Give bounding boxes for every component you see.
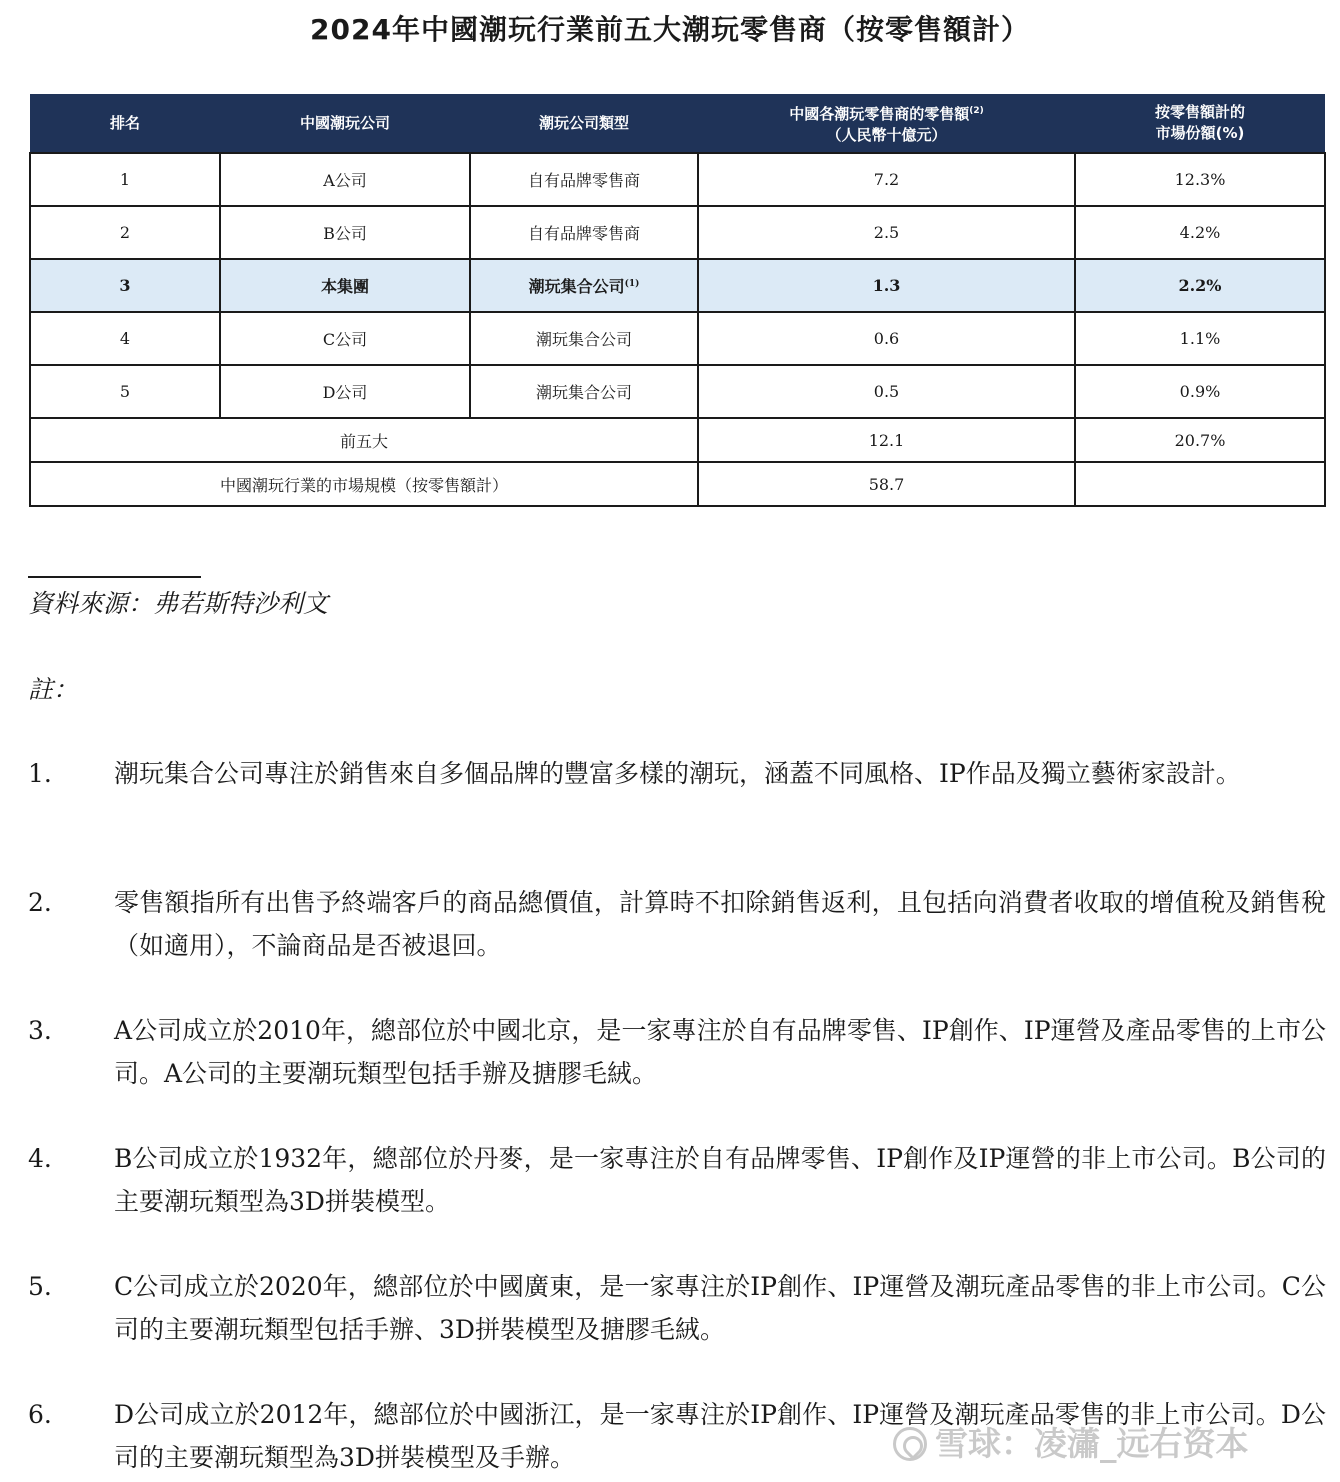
- page-title: 2024年中國潮玩行業前五大潮玩零售商（按零售額計）: [310, 13, 1030, 46]
- header-share-line2: 市場份額(%): [1155, 124, 1245, 142]
- cell-rank: 1: [30, 153, 220, 206]
- cell-share: 12.3%: [1075, 153, 1325, 206]
- cell-type: [470, 206, 698, 259]
- table-row: [30, 365, 1325, 418]
- note-number: 3.: [28, 1016, 52, 1045]
- table-row: [30, 153, 1325, 206]
- cell-share: 2.2%: [1075, 259, 1325, 312]
- note-number: 6.: [28, 1400, 52, 1429]
- header-share-line1: 按零售額計的: [1154, 103, 1245, 121]
- cell-type-text: 潮玩集合公司: [535, 383, 632, 402]
- header-sales-footnote: (2): [969, 105, 984, 116]
- top5-share: 20.7%: [1075, 418, 1325, 462]
- market-size-row: [30, 462, 1325, 506]
- market-size-label: 中國潮玩行業的市場規模（按零售額計）: [30, 462, 698, 506]
- cell-type: [470, 365, 698, 418]
- table-row-highlighted: [30, 259, 1325, 312]
- retailer-ranking-table: [29, 94, 1326, 507]
- note-number: 2.: [28, 888, 52, 917]
- cell-rank: 5: [30, 365, 220, 418]
- header-type: 潮玩公司類型: [470, 94, 698, 153]
- cell-company: 本集團: [220, 259, 470, 312]
- cell-type-text: 自有品牌零售商: [527, 224, 640, 243]
- note-number: 4.: [28, 1144, 52, 1173]
- cell-type-text: 潮玩集合公司: [535, 330, 632, 349]
- market-size-share: [1075, 462, 1325, 506]
- table-row: [30, 312, 1325, 365]
- cell-type-text: 自有品牌零售商: [527, 171, 640, 190]
- table-header-row: [30, 94, 1325, 153]
- cell-company: D公司: [220, 365, 470, 418]
- cell-sales: 7.2: [698, 153, 1075, 206]
- cell-rank: 4: [30, 312, 220, 365]
- top5-sales: 12.1: [698, 418, 1075, 462]
- header-share: [1075, 94, 1325, 153]
- watermark-text: 雪球：凌瀟_远右资本: [935, 1424, 1249, 1463]
- cell-company: B公司: [220, 206, 470, 259]
- cell-rank: 3: [30, 259, 220, 312]
- cell-type: [470, 312, 698, 365]
- note-text: 零售額指所有出售予終端客戶的商品總價值，計算時不扣除銷售返利，且包括向消費者收取的增值稅及銷售稅（如適用），不論商品是否被退回。: [114, 888, 1326, 960]
- cell-type: [470, 259, 698, 312]
- header-sales-line1: 中國各潮玩零售商的零售額: [789, 104, 970, 123]
- header-rank: 排名: [30, 94, 220, 153]
- cell-rank: 2: [30, 206, 220, 259]
- note-text: 潮玩集合公司專注於銷售來自多個品牌的豐富多樣的潮玩，涵蓋不同風格、IP作品及獨立藝術家設計。: [114, 759, 1241, 788]
- cell-share: 1.1%: [1075, 312, 1325, 365]
- header-company: 中國潮玩公司: [220, 94, 470, 153]
- table-row: [30, 206, 1325, 259]
- cell-share: 4.2%: [1075, 206, 1325, 259]
- source-divider: [28, 576, 201, 578]
- top5-label: 前五大: [30, 418, 698, 462]
- source-text: 資料來源：弗若斯特沙利文: [28, 589, 329, 618]
- cell-type-text: 潮玩集合公司: [528, 277, 625, 296]
- cell-type: [470, 153, 698, 206]
- note-text: B公司成立於1932年，總部位於丹麥，是一家專注於自有品牌零售、IP創作及IP運營的非上市公司。B公司的主要潮玩類型為3D拼裝模型。: [114, 1144, 1326, 1216]
- top5-row: [30, 418, 1325, 462]
- snowball-logo-icon: [893, 1427, 927, 1461]
- header-sales: [698, 94, 1075, 153]
- cell-share: 0.9%: [1075, 365, 1325, 418]
- note-number: 1.: [28, 759, 52, 788]
- cell-sales: 1.3: [698, 259, 1075, 312]
- notes-label: 註：: [28, 675, 79, 704]
- cell-sales: 0.5: [698, 365, 1075, 418]
- note-number: 5.: [28, 1272, 52, 1301]
- note-text: A公司成立於2010年，總部位於中國北京，是一家專注於自有品牌零售、IP創作、IP運營及產品零售的上市公司。A公司的主要潮玩類型包括手辦及搪膠毛絨。: [114, 1016, 1326, 1088]
- cell-sales: 0.6: [698, 312, 1075, 365]
- cell-company: A公司: [220, 153, 470, 206]
- note-text: D公司成立於2012年，總部位於中國浙江，是一家專注於IP創作、IP運營及潮玩產品零售的非上市公司。D公司的主要潮玩類型為3D拼裝模型及手辦。: [114, 1400, 1326, 1472]
- header-sales-line2: （人民幣十億元）: [826, 125, 947, 144]
- market-size-sales: 58.7: [698, 462, 1075, 506]
- cell-company: C公司: [220, 312, 470, 365]
- watermark: [893, 1418, 1249, 1465]
- note-text: C公司成立於2020年，總部位於中國廣東，是一家專注於IP創作、IP運營及潮玩產品零售的非上市公司。C公司的主要潮玩類型包括手辦、3D拼裝模型及搪膠毛絨。: [114, 1272, 1326, 1344]
- cell-type-footnote: (1): [624, 279, 640, 289]
- cell-sales: 2.5: [698, 206, 1075, 259]
